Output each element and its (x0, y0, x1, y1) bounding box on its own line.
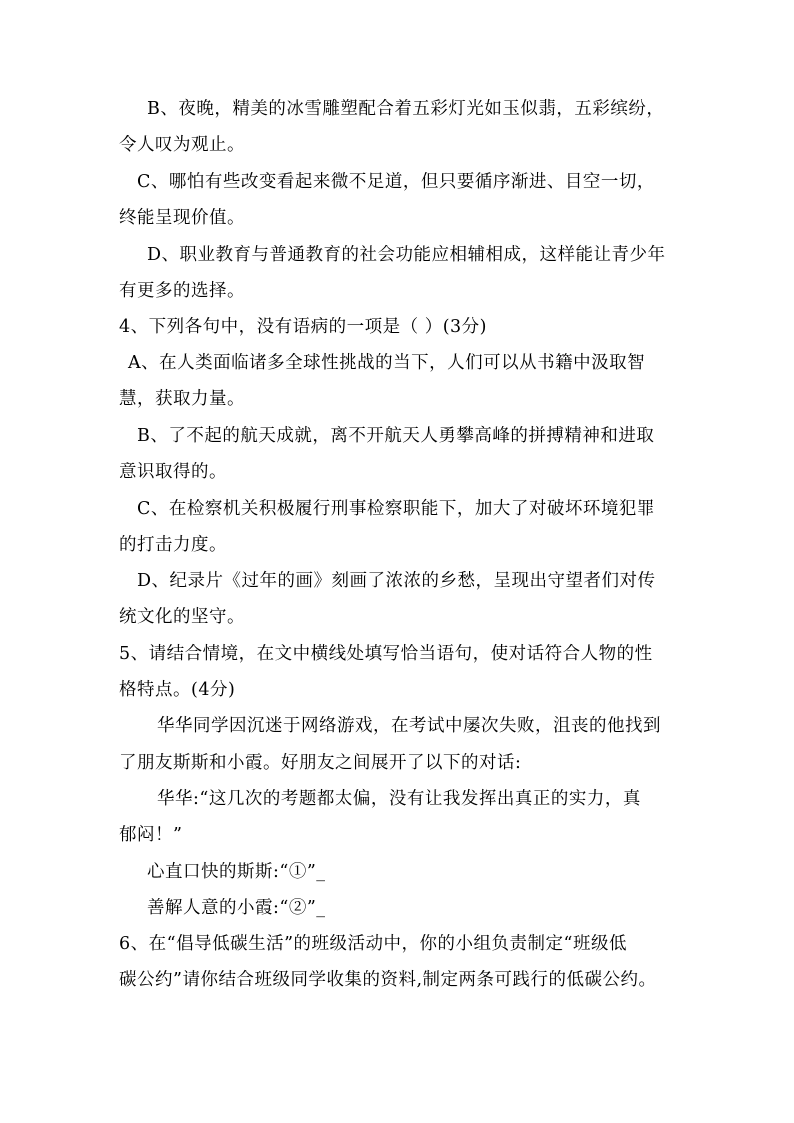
q5-xiaoxia-blank: 善解人意的小霞:“②”_ (147, 898, 326, 918)
q4-option-c-line1: C、在检察机关积极履行刑事检察职能下，加大了对破坏环境犯罪 (137, 499, 655, 519)
q6-line2: 碳公约”请你结合班级同学收集的资料,制定两条可践行的低碳公约。 (119, 970, 657, 990)
q3-option-b-line1: B、夜晚，精美的冰雪雕塑配合着五彩灯光如玉似翡，五彩缤纷， (147, 99, 665, 119)
q5-stem-line2: 格特点。(4分) (119, 680, 236, 700)
q5-scenario-line2: 了朋友斯斯和小霞。好朋友之间展开了以下的对话: (119, 753, 522, 773)
q3-option-c-line1: C、哪怕有些改变看起来微不足道，但只要循序渐进、目空一切， (137, 172, 655, 192)
q5-huahua-line2: 郁闷！” (119, 825, 183, 845)
q5-huahua-line1: 华华:“这几次的考题都太偏，没有让我发挥出真正的实力，真 (157, 789, 641, 809)
q4-option-a-line1: A、在人类面临诸多全球性挑战的当下，人们可以从书籍中汲取智 (128, 353, 646, 373)
q4-option-b-line2: 意识取得的。 (119, 462, 227, 482)
q4-option-d-line2: 统文化的坚守。 (119, 607, 245, 627)
q3-option-d-line1: D、职业教育与普通教育的社会功能应相辅相成，这样能让青少年 (147, 245, 666, 265)
q5-sisi-blank: 心直口快的斯斯:“①”_ (147, 862, 326, 882)
q4-option-c-line2: 的打击力度。 (119, 535, 227, 555)
q5-scenario-line1: 华华同学因沉迷于网络游戏，在考试中屡次失败，沮丧的他找到 (157, 716, 661, 736)
q6-line1: 6、在“倡导低碳生活”的班级活动中，你的小组负责制定“班级低 (119, 934, 627, 954)
q3-option-b-line2: 令人叹为观止。 (119, 135, 245, 155)
q4-option-a-line2: 慧，获取力量。 (119, 389, 245, 409)
q3-option-c-line2: 终能呈现价值。 (119, 208, 245, 228)
q4-stem: 4、下列各句中，没有语病的一项是（ ）(3分) (119, 317, 487, 337)
q3-option-d-line2: 有更多的选择。 (119, 281, 245, 301)
q4-option-b-line1: B、了不起的航天成就，离不开航天人勇攀高峰的拼搏精神和进取 (137, 426, 655, 446)
q5-stem-line1: 5、请结合情境，在文中横线处填写恰当语句，使对话符合人物的性 (119, 644, 653, 664)
q4-option-d-line1: D、纪录片《过年的画》刻画了浓浓的乡愁，呈现出守望者们对传 (137, 571, 656, 591)
